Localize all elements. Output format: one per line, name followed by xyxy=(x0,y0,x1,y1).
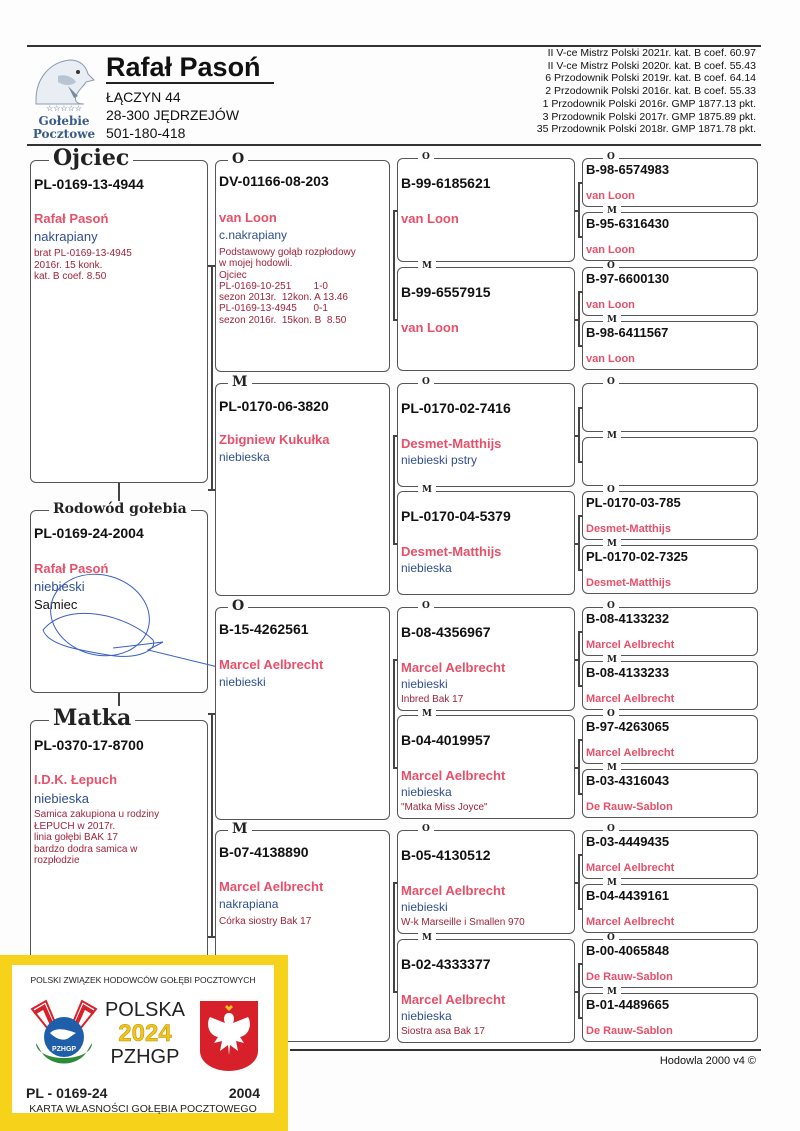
great-great-grandparent-ring: B-01-4489665 xyxy=(586,997,670,1012)
great-grandparent-breeder: Marcel Aelbrecht xyxy=(401,768,506,783)
grandparent-color: nakrapiana xyxy=(219,897,279,911)
great-grandparent-breeder: Desmet-Matthijs xyxy=(401,544,502,559)
great-great-grandparent-box[interactable] xyxy=(582,315,758,370)
connector-col3-stub xyxy=(393,991,397,993)
grandparent-note: Córka siostry Bak 17 xyxy=(219,916,312,927)
great-great-grandparent-label: M xyxy=(603,655,621,665)
great-grandparent-ring: B-99-6185621 xyxy=(401,175,491,191)
connector-col3-stub xyxy=(393,882,397,884)
great-great-grandparent-ring: B-95-6316430 xyxy=(586,216,670,231)
connector-col4-branch xyxy=(578,515,582,517)
software-credit: Hodowla 2000 v4 © xyxy=(659,1055,756,1067)
great-great-grandparent-breeder: Desmet-Matthijs xyxy=(586,577,671,589)
grandparent-breeder: Marcel Aelbrecht xyxy=(219,879,324,894)
grandparent-box[interactable] xyxy=(215,151,390,372)
great-great-grandparent-breeder: Marcel Aelbrecht xyxy=(586,639,675,651)
father-box[interactable] xyxy=(30,145,208,483)
great-grandparent-color: niebieska xyxy=(401,1009,452,1023)
great-great-grandparent-label: M xyxy=(603,539,621,549)
great-great-grandparent-label: M xyxy=(603,431,621,441)
connector-col4-branch xyxy=(578,793,582,795)
connector-col3 xyxy=(393,882,395,991)
connector-col4-stub xyxy=(575,210,579,212)
achievement: 6 Przodownik Polski 2019r. kat. B coef. 64.14 xyxy=(545,72,756,85)
great-great-grandparent-box[interactable] xyxy=(582,824,758,879)
achievement: 1 Przodownik Polski 2016r. GMP 1877.13 pkt. xyxy=(542,97,756,110)
card-title: POLSKI ZWIĄZEK HODOWCÓW GOŁĘBI POCZTOWYCH xyxy=(30,975,256,985)
father-ring: PL-0169-13-4944 xyxy=(34,176,144,192)
great-great-grandparent-box[interactable] xyxy=(582,601,758,656)
great-great-grandparent-label: O xyxy=(603,261,619,271)
great-great-grandparent-label: M xyxy=(603,763,621,773)
great-great-grandparent-ring: B-03-4316043 xyxy=(586,773,670,788)
great-great-grandparent-breeder: De Rauw-Sablon xyxy=(586,801,673,813)
grandparent-box[interactable] xyxy=(215,374,390,596)
great-grandparent-ring: B-08-4356967 xyxy=(401,624,491,640)
great-great-grandparent-breeder: Marcel Aelbrecht xyxy=(586,747,675,759)
card-ring-prefix: PL - 0169-24 xyxy=(26,1085,108,1101)
great-great-grandparent-label: O xyxy=(603,933,619,943)
grandparent-breeder: Zbigniew Kukułka xyxy=(219,432,330,447)
great-great-grandparent-label: M xyxy=(603,987,621,997)
connector-col3 xyxy=(393,659,395,768)
great-grandparent-box[interactable] xyxy=(397,824,575,934)
connector-col3-stub xyxy=(393,210,397,212)
great-grandparent-breeder: Marcel Aelbrecht xyxy=(401,992,506,1007)
connector-col4-stub xyxy=(575,767,579,769)
grandparent-ring: B-07-4138890 xyxy=(219,844,309,860)
great-grandparent-ring: B-04-4019957 xyxy=(401,732,491,748)
father-breeder: Rafał Pasoń xyxy=(34,211,109,226)
great-grandparent-box[interactable] xyxy=(397,485,575,595)
grandparent-label: O xyxy=(228,151,248,167)
grandparent-label: O xyxy=(228,598,248,614)
logo-text-line2: Pocztowe xyxy=(32,127,96,141)
great-great-grandparent-ring: B-97-6600130 xyxy=(586,271,670,286)
connector-col4-stub xyxy=(575,991,579,993)
connector-col4-branch xyxy=(578,739,582,741)
great-great-grandparent-label: M xyxy=(603,315,621,325)
great-great-grandparent-ring: B-00-4065848 xyxy=(586,943,670,958)
great-great-grandparent-ring: PL-0170-02-7325 xyxy=(586,549,688,564)
father-note: kat. B coef. 8.50 xyxy=(34,271,107,282)
great-great-grandparent-box[interactable] xyxy=(582,152,758,207)
owner-name: Rafał Pasoń xyxy=(106,52,261,82)
great-great-grandparent-box[interactable] xyxy=(582,933,758,988)
great-great-grandparent-breeder: De Rauw-Sablon xyxy=(586,971,673,983)
great-grandparent-box[interactable] xyxy=(397,709,575,819)
great-grandparent-note: Inbred Bak 17 xyxy=(401,694,464,705)
mother-note: Samica zakupiona u rodziny xyxy=(34,809,160,820)
connector-col3 xyxy=(393,210,395,320)
great-great-grandparent-label: O xyxy=(603,377,619,387)
header-bottom-rule xyxy=(27,144,761,146)
connector-col3-stub xyxy=(393,659,397,661)
great-great-grandparent-box[interactable] xyxy=(582,377,758,432)
footer-rule xyxy=(290,1049,761,1051)
grandparent-ring: PL-0170-06-3820 xyxy=(219,398,329,414)
connector-col4-branch xyxy=(578,407,582,409)
great-grandparent-color: niebieski pstry xyxy=(401,453,478,467)
pzhgp-emblem-icon xyxy=(26,997,102,1073)
great-grandparent-label: O xyxy=(418,152,434,162)
great-grandparent-color: niebieska xyxy=(401,785,452,799)
achievement: II V-ce Mistrz Polski 2021r. kat. B coef. 60.97 xyxy=(547,47,756,59)
great-grandparent-box[interactable] xyxy=(397,377,575,487)
subject-sex: Samiec xyxy=(34,597,78,612)
grandparent-note: Ojciec xyxy=(219,269,247,281)
great-great-grandparent-box[interactable] xyxy=(582,709,758,764)
achievement: 2 Przodownik Polski 2016r. kat. B coef. 55.33 xyxy=(545,85,756,98)
great-grandparent-label: M xyxy=(418,709,436,719)
great-great-grandparent-label: O xyxy=(603,709,619,719)
connector-col4-branch xyxy=(578,963,582,965)
grandparent-note: w mojej hodowli. xyxy=(219,258,293,270)
great-grandparent-label: O xyxy=(418,601,434,611)
father-color: nakrapiany xyxy=(34,229,98,244)
great-grandparent-box[interactable] xyxy=(397,933,575,1043)
great-grandparent-label: M xyxy=(418,933,436,943)
great-grandparent-ring: B-05-4130512 xyxy=(401,847,491,863)
great-great-grandparent-label: O xyxy=(603,601,619,611)
grandparent-note: sezon 2013r. 12kon. A 13.46 xyxy=(219,292,348,304)
great-great-grandparent-ring: B-98-6411567 xyxy=(586,325,669,340)
grandparent-notes xyxy=(219,247,356,326)
card-pzhgp: PZHGP xyxy=(110,1046,180,1068)
grandparent-note: PL-0169-13-4945 0-1 xyxy=(219,303,328,315)
grandparent-note: sezon 2016r. 15kon. B 8.50 xyxy=(219,314,347,326)
great-great-grandparent-ring: B-03-4449435 xyxy=(586,834,670,849)
address-line2: 28-300 JĘDRZEJÓW xyxy=(106,107,240,123)
great-great-grandparent-box[interactable] xyxy=(582,431,758,486)
great-great-grandparent-box[interactable] xyxy=(582,763,758,818)
grandparent-note: Podstawowy gołąb rozpłodowy xyxy=(219,247,356,258)
connector-col4-stub xyxy=(575,319,579,321)
mother-color: niebieska xyxy=(34,791,89,806)
great-great-grandparent-label: O xyxy=(603,824,619,834)
logo-text-line1: Gołebie xyxy=(38,114,90,128)
great-great-grandparent-breeder: van Loon xyxy=(586,190,635,202)
subject-breeder: Rafał Pasoń xyxy=(34,561,109,576)
great-great-grandparent-breeder: van Loon xyxy=(586,299,635,311)
grandparent-label: M xyxy=(228,821,252,837)
card-year: 2024 xyxy=(118,1020,172,1047)
grandparent-label: M xyxy=(228,374,252,390)
great-grandparent-label: M xyxy=(418,485,436,495)
connector-col4-branch xyxy=(578,182,582,184)
great-grandparent-label: O xyxy=(418,377,434,387)
great-grandparent-box[interactable] xyxy=(397,601,575,711)
great-grandparent-color: niebieska xyxy=(401,561,452,575)
mother-label: Matka xyxy=(49,706,135,730)
card-ring-number: 2004 xyxy=(228,1085,260,1101)
connector-col4-branch xyxy=(578,569,582,571)
great-great-grandparent-ring: B-08-4133232 xyxy=(586,611,670,626)
connector-col4-branch xyxy=(578,345,582,347)
great-great-grandparent-label: O xyxy=(603,152,619,162)
great-great-grandparent-breeder: Marcel Aelbrecht xyxy=(586,916,675,928)
great-grandparent-ring: B-02-4333377 xyxy=(401,956,491,972)
great-grandparent-label: M xyxy=(418,261,436,271)
connector-col4-branch xyxy=(578,1017,582,1019)
great-great-grandparent-box[interactable] xyxy=(582,206,758,261)
grandparent-color: c.nakrapiany xyxy=(219,228,288,242)
connector-father-gp2 xyxy=(208,489,215,491)
mother-note: bardzo dodra samica w xyxy=(34,843,138,855)
great-great-grandparent-label: O xyxy=(603,485,619,495)
great-great-grandparent-label: M xyxy=(603,878,621,888)
great-grandparent-label: O xyxy=(418,824,434,834)
connector-col4-stub xyxy=(575,659,579,661)
great-great-grandparent-breeder: van Loon xyxy=(586,353,635,365)
achievements-list xyxy=(537,47,756,136)
great-great-grandparent-breeder: Desmet-Matthijs xyxy=(586,523,671,535)
great-great-grandparent-box[interactable] xyxy=(582,539,758,594)
mother-note: ŁEPUCH w 2017r. xyxy=(34,820,116,832)
great-grandparent-breeder: Marcel Aelbrecht xyxy=(401,883,506,898)
great-great-grandparent-ring: B-08-4133233 xyxy=(586,665,670,680)
great-great-grandparent-ring: B-98-6574983 xyxy=(586,162,670,177)
great-grandparent-breeder: Desmet-Matthijs xyxy=(401,436,502,451)
achievement: 35 Przodownik Polski 2018r. GMP 1871.78 pkt. xyxy=(536,123,756,136)
father-label: Ojciec xyxy=(49,146,133,170)
connector-col4-stub xyxy=(575,435,579,437)
card-logo-text: PZHGP xyxy=(51,1046,77,1053)
great-grandparent-note: W-k Marseille i Smallen 970 xyxy=(401,917,525,928)
logo-stars: ☆☆☆☆☆ xyxy=(46,104,82,113)
mother-ring: PL-0370-17-8700 xyxy=(34,737,144,753)
connector-col3 xyxy=(393,435,395,545)
father-note: 2016r. 15 konk. xyxy=(34,259,103,271)
connector-col3-stub xyxy=(393,543,397,545)
great-great-grandparent-box[interactable] xyxy=(582,655,758,710)
connector-col3-stub xyxy=(393,767,397,769)
achievement: II V-ce Mistrz Polski 2020r. kat. B coef. 55.43 xyxy=(547,59,756,72)
mother-note: rozpłodzie xyxy=(34,855,80,866)
connector-col4-branch xyxy=(578,908,582,910)
great-great-grandparent-label: M xyxy=(603,206,621,216)
subject-ring: PL-0169-24-2004 xyxy=(34,525,144,541)
achievement: 3 Przodownik Polski 2017r. GMP 1875.89 pkt. xyxy=(542,110,756,123)
connector-col3-stub xyxy=(393,435,397,437)
grandparent-color: niebieski xyxy=(219,675,266,689)
great-grandparent-box[interactable] xyxy=(397,152,575,262)
mother-notes xyxy=(34,809,159,867)
connector-col3-stub xyxy=(393,319,397,321)
connector-col4-branch xyxy=(578,461,582,463)
great-great-grandparent-box[interactable] xyxy=(582,485,758,540)
ownership-card-inner xyxy=(12,965,274,1113)
great-great-grandparent-box[interactable] xyxy=(582,261,758,316)
great-great-grandparent-ring: PL-0170-03-785 xyxy=(586,495,681,510)
great-great-grandparent-ring: B-04-4439161 xyxy=(586,888,670,903)
connector-mother-grandparents xyxy=(211,713,213,936)
great-grandparent-ring: B-99-6557915 xyxy=(401,284,491,300)
grandparent-ring: DV-01166-08-203 xyxy=(219,173,329,189)
father-note: brat PL-0169-13-4945 xyxy=(34,248,132,259)
connector-col4-branch xyxy=(578,854,582,856)
mother-note: linia gołębi BAK 17 xyxy=(34,832,118,843)
great-great-grandparent-breeder: De Rauw-Sablon xyxy=(586,1025,673,1037)
grandparent-note: PL-0169-10-251 1-0 xyxy=(219,280,328,292)
great-grandparent-breeder: van Loon xyxy=(401,320,459,335)
phone: 501-180-418 xyxy=(106,125,186,141)
connector-mother-gp3 xyxy=(208,713,215,715)
great-grandparent-box[interactable] xyxy=(397,261,575,371)
grandparent-breeder: Marcel Aelbrecht xyxy=(219,657,324,672)
great-grandparent-breeder: Marcel Aelbrecht xyxy=(401,660,506,675)
connector-father-gp1 xyxy=(208,265,215,267)
great-grandparent-note: Siostra asa Bak 17 xyxy=(401,1026,485,1037)
great-grandparent-breeder: van Loon xyxy=(401,211,459,226)
mother-breeder: I.D.K. Łepuch xyxy=(34,772,118,787)
great-great-grandparent-breeder: van Loon xyxy=(586,244,635,256)
subject-color: niebieski xyxy=(34,579,85,594)
subject-label: Rodowód gołebia xyxy=(49,501,191,517)
great-grandparent-color: niebieski xyxy=(401,900,448,914)
polish-eagle-crest-icon xyxy=(198,999,260,1073)
great-great-grandparent-ring: B-97-4263065 xyxy=(586,719,670,734)
grandparent-box[interactable] xyxy=(215,598,390,820)
great-great-grandparent-box[interactable] xyxy=(582,987,758,1042)
grandparent-color: niebieska xyxy=(219,450,270,464)
great-great-grandparent-breeder: Marcel Aelbrecht xyxy=(586,693,675,705)
connector-col4-branch xyxy=(578,291,582,293)
great-grandparent-note: "Matka Miss Joyce" xyxy=(401,802,488,813)
father-notes xyxy=(34,248,132,283)
great-great-grandparent-box[interactable] xyxy=(582,878,758,933)
connector-col4-stub xyxy=(575,543,579,545)
connector-mother-gp4 xyxy=(208,936,215,938)
owner-name-underline xyxy=(106,82,274,84)
connector-father-grandparents xyxy=(211,265,213,490)
connector-col4-branch xyxy=(578,685,582,687)
connector-col4-branch xyxy=(578,236,582,238)
connector-col4-branch xyxy=(578,631,582,633)
great-grandparent-ring: PL-0170-04-5379 xyxy=(401,508,511,524)
card-polska: POLSKA xyxy=(104,999,186,1021)
ownership-card xyxy=(0,955,288,1131)
great-great-grandparent-breeder: Marcel Aelbrecht xyxy=(586,862,675,874)
grandparent-ring: B-15-4262561 xyxy=(219,621,309,637)
great-grandparent-color: niebieski xyxy=(401,677,448,691)
card-footer: KARTA WŁASNOŚCI GOŁĘBIA POCZTOWEGO xyxy=(29,1103,257,1115)
grandparent-breeder: van Loon xyxy=(219,210,277,225)
connector-col4-stub xyxy=(575,882,579,884)
great-grandparent-ring: PL-0170-02-7416 xyxy=(401,400,511,416)
address-line1: ŁĄCZYN 44 xyxy=(106,89,181,105)
